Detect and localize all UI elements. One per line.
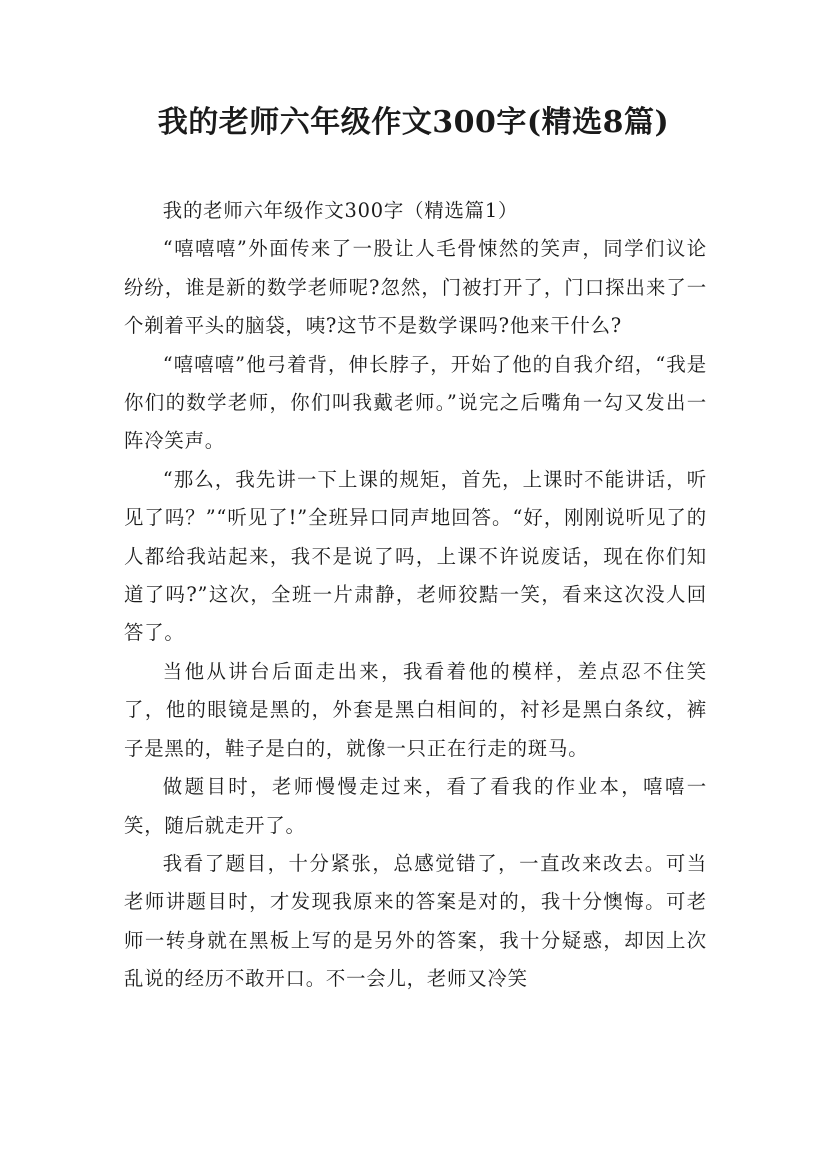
paragraph: 当他从讲台后面走出来，我看着他的模样，差点忍不住笑了，他的眼镜是黑的，外套是黑白相间的，衬衫是黑白条纹，裤子是黑的，鞋子是白的，就像一只正在行走的斑马。 xyxy=(124,659,707,760)
paragraph: “嘻嘻嘻”外面传来了一股让人毛骨悚然的笑声，同学们议论纷纷，谁是新的数学老师呢?忽然，门被打开了，门口探出来了一个剃着平头的脑袋，咦?这节不是数学课吗?他来干什么? xyxy=(124,237,707,338)
essay-subtitle: 我的老师六年级作文300字（精选篇1） xyxy=(162,199,519,222)
document-body xyxy=(124,192,707,999)
paragraph: 我看了题目，十分紧张，总感觉错了，一直改来改去。可当老师讲题目时，才发现我原来的答案是对的，我十分懊悔。可老师一转身就在黑板上写的是另外的答案，我十分疑惑，却因上次乱说的经历不敢开口。不一会儿，老师又冷笑 xyxy=(124,851,707,991)
document-title: 我的老师六年级作文300字(精选8篇) xyxy=(157,105,670,140)
paragraph: 做题目时，老师慢慢走过来，看了看我的作业本，嘻嘻一笑，随后就走开了。 xyxy=(124,775,707,837)
paragraph: “那么，我先讲一下上课的规矩，首先，上课时不能讲话，听见了吗？”“听见了!”全班异口同声地回答。“好，刚刚说听见了的人都给我站起来，我不是说了吗，上课不许说废话，现在你们知道了吗?”这次，全班一片肃静，老师狡黠一笑，看来这次没人回答了。 xyxy=(124,467,707,645)
paragraph: “嘻嘻嘻”他弓着背，伸长脖子，开始了他的自我介绍，“我是你们的数学老师，你们叫我戴老师。”说完之后嘴角一勾又发出一阵冷笑声。 xyxy=(124,352,707,453)
